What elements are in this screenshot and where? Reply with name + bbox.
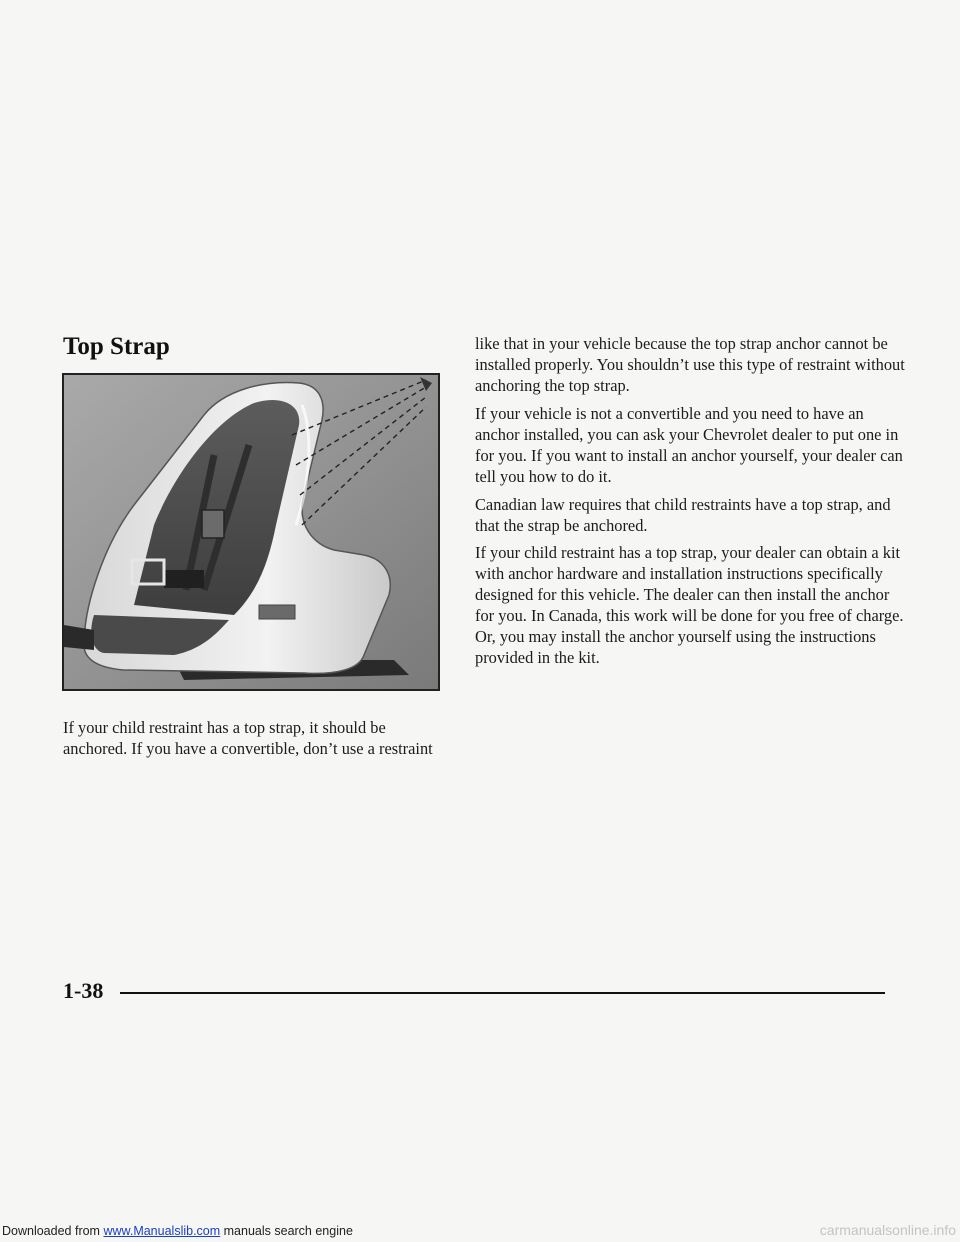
child-car-seat-icon <box>64 375 438 689</box>
download-footer-prefix: Downloaded from <box>2 1224 104 1238</box>
right-paragraph-4: If your child restraint has a top strap, your dealer can obtain a kit with anchor hardware and installation instructions specifically designed for this vehicle. The dealer can then install the anchor for you. In Canada, this work will be done for you free of charge. Or, you may install the anchor yourself using the instructions provided in the kit. <box>475 543 904 667</box>
right-paragraph-1: like that in your vehicle because the top strap anchor cannot be installed properly. You shouldn’t use this type of restraint without anchoring the top strap. <box>475 334 905 395</box>
download-footer-suffix: manuals search engine <box>220 1224 353 1238</box>
section-title: Top Strap <box>63 333 170 360</box>
watermark: carmanualsonline.info <box>819 1222 956 1238</box>
footer-rule <box>120 992 885 994</box>
manualslib-link[interactable]: www.Manualslib.com <box>103 1224 221 1238</box>
page-number: 1-38 <box>63 978 104 1003</box>
download-footer <box>2 1224 353 1238</box>
child-seat-figure <box>62 373 440 691</box>
right-paragraph-2: If your vehicle is not a convertible and you need to have an anchor installed, you can ask your Chevrolet dealer to put one in for you. If you want to install an anchor yourself, your dealer can tell you how to do it. <box>475 404 903 486</box>
right-paragraph-3: Canadian law requires that child restraints have a top strap, and that the strap be anchored. <box>475 495 891 535</box>
left-paragraph-1: If your child restraint has a top strap, it should be anchored. If you have a convertible, don’t use a restraint <box>63 718 433 758</box>
